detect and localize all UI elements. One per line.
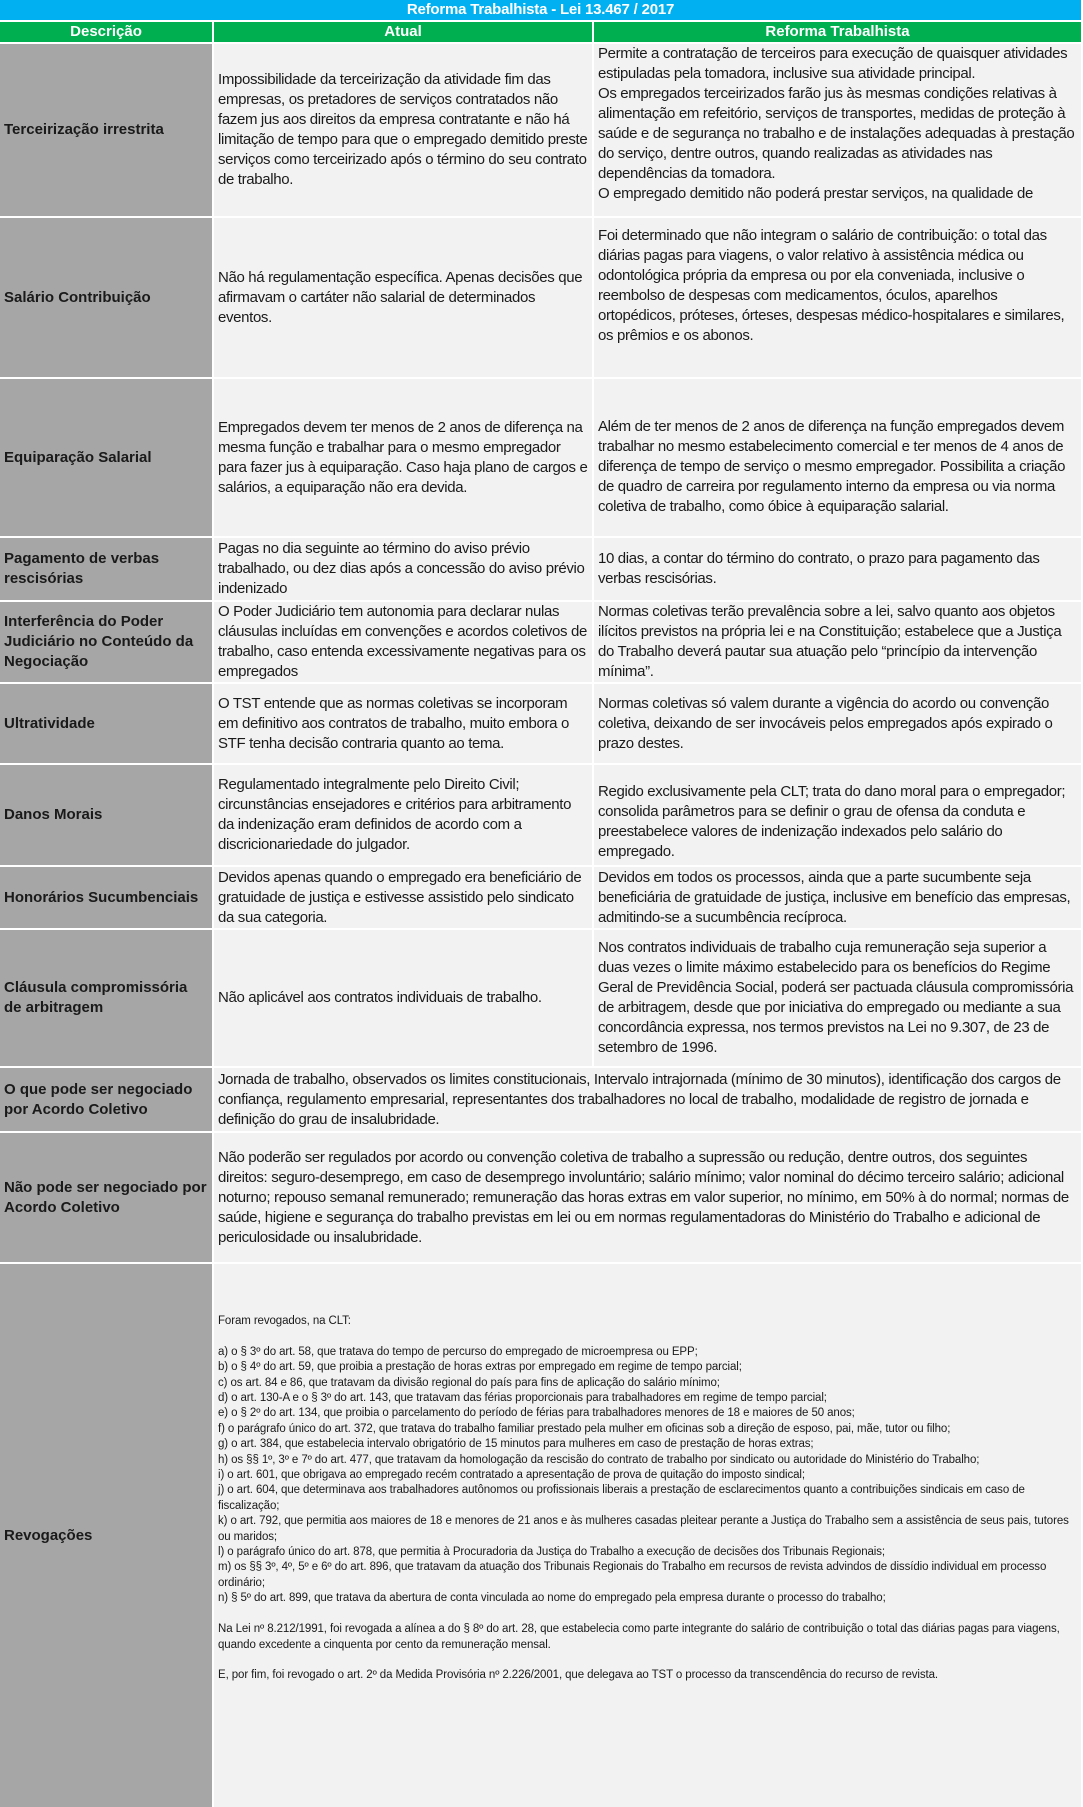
revogacao-lei-8212: Na Lei nº 8.212/1991, foi revogada a alínea a do § 8º do art. 28, que estabelecia como parte integrante do salário de contribuição o total das diárias pagas para viagens, quando excedente a cinquenta por cento da remuneração mensal. [218,1623,1060,1651]
reforma-cell [594,930,1081,1066]
merged-text: Jornada de trabalho, observados os limites constitucionais, Intervalo intrajornada (mínimo de 30 minutos), identificação dos cargos de confiança, regulamento empresarial, representantes dos trabalhadores no local de trabalho, modalidade de registro de jornada e definição do grau de insalubridade. [218,1070,1061,1128]
revogacao-item: b) o § 4º do art. 59, que proibia a prestação de horas extras por empregado em regime de tempo parcial; [218,1361,742,1374]
atual-text: Impossibilidade da terceirização da atividade fim das empresas, os pretadores de serviços contratados não fazem jus aos direitos da empresa contratante e não há limitação de tempo para que o empregado demitido preste serviços como terceirizado após o término do seu contrato de trabalho. [218,71,588,188]
atual-text: O TST entende que as normas coletivas se incorporam em definitivo aos contratos de trabalho, muito embora o STF tenha decisão contraria quanto ao tema. [218,694,569,752]
atual-text: Pagas no dia seguinte ao término do aviso prévio trabalhado, ou dez dias após a concessão do aviso prévio indenizado [218,540,585,597]
atual-cell [214,602,592,682]
reforma-cell [594,867,1081,928]
revogacao-item: m) os §§ 3º, 4º, 5º e 6º do art. 896, que tratavam da atuação dos Tribunais Regionais do Trabalho em recursos de revista advindos de dissídio individual em processo ordinário; [218,1561,1047,1589]
atual-text: Não aplicável aos contratos individuais de trabalho. [218,989,542,1006]
column-header-atual: Atual [214,22,592,42]
reforma-text: Devidos em todos os processos, ainda que a parte sucumbente seja beneficiária de gratuidade de justiça, inclusive em benefício das empresas, admitindo-se a sucumbência recíproca. [598,868,1071,926]
atual-cell [214,218,592,377]
atual-cell [214,379,592,536]
revogacao-item: g) o art. 384, que estabelecia intervalo obrigatório de 15 minutos para mulheres em caso de prestação de horas extras; [218,1438,814,1451]
atual-text: Regulamentado integralmente pelo Direito Civil; circunstâncias ensejadores e critérios para arbitramento da indenização eram definidos de acordo com a discricionariedade do julgador. [218,776,572,853]
atual-cell [214,44,592,216]
row-label: Salário Contribuição [0,218,212,377]
atual-text: Devidos apenas quando o empregado era beneficiário de gratuidade de justiça e estivesse assistido pelo sindicato da sua categoria. [218,868,582,926]
atual-cell [214,538,592,600]
reforma-text-3: O empregado demitido não poderá prestar serviços, na qualidade de [598,185,1034,202]
revogacoes-intro: Foram revogados, na CLT: [218,1315,351,1327]
reforma-cell [594,44,1081,216]
revogacao-item: n) § 5º do art. 899, que tratava da abertura de conta vinculada ao nome do empregado pela empresa durante o processo do trabalho; [218,1592,886,1605]
reforma-cell [594,379,1081,536]
reforma-text: Normas coletivas só valem durante a vigência do acordo ou convenção coletiva, deixando de ser invocáveis pelos empregados após expirado o prazo destes. [598,694,1053,752]
column-header-reforma: Reforma Trabalhista [594,22,1081,42]
reforma-text: Normas coletivas terão prevalência sobre a lei, salvo quanto aos objetos ilícitos previstos na própria lei e na Constituição; estabelece que a Justiça do Trabalho deverá pautar sua atuação pelo “princípio da intervenção mínima”. [598,603,1062,680]
atual-text: Empregados devem ter menos de 2 anos de diferença na mesma função e trabalhar para o mesmo empregador para fazer jus à equiparação. Caso haja plano de cargos e salários, a equiparação não era devida. [218,418,588,496]
revogacao-item: a) o § 3º do art. 58, que tratava do tempo de percurso do empregado de microempresa ou EPP; [218,1345,698,1358]
row-label: Honorários Sucumbenciais [0,867,212,928]
revogacao-item: j) o art. 604, que determinava aos trabalhadores autônomos ou profissionais liberais a prestação de esclarecimentos quanto a contribuições sindicais em caso de fiscalização; [218,1484,1025,1512]
atual-text: O Poder Judiciário tem autonomia para declarar nulas cláusulas incluídas em convenções e acordos coletivos de trabalho, caso entenda excessivamente negativas para os empregados [218,603,587,680]
row-label: Terceirização irrestrita [0,44,212,216]
reforma-text: Foi determinado que não integram o salário de contribuição: o total das diárias pagas para viagens, o valor relativo à assistência médica ou odontológica própria da empresa ou por ela conveniada, inclusive o reembolso de despesas com medicamentos, óculos, aparelhos ortopédicos, próteses, órteses, despesas médico-hospitalares e similares, os prêmios e os abonos. [598,227,1065,344]
reforma-cell [594,765,1081,865]
revogacao-item: h) os §§ 1º, 3º e 7º do art. 477, que tratavam da homologação da rescisão do contrato de trabalho por sindicato ou autoridade do Ministério do Trabalho; [218,1453,980,1466]
row-label: Equiparação Salarial [0,379,212,536]
revogacao-item: k) o art. 792, que permitia aos maiores de 18 e menores de 21 anos e às mulheres casadas pleitear perante a Justiça do Trabalho sem a assistência de seus pais, tutores ou maridos; [218,1515,1069,1543]
atual-cell [214,930,592,1066]
reforma-cell [594,684,1081,763]
atual-text: Não há regulamentação específica. Apenas decisões que afirmavam o cartáter não salarial de determinados eventos. [218,268,583,326]
reforma-cell [594,602,1081,682]
merged-cell [214,1133,1081,1262]
revogacao-item: c) os art. 84 e 86, que tratavam da divisão regional do país para fins de aplicação do salário mínimo; [218,1376,720,1389]
reforma-cell [594,538,1081,600]
revogacao-item: i) o art. 601, que obrigava ao empregado recém contratado a apresentação de prova de quitação do imposto sindical; [218,1469,805,1482]
revogacoes-cell [214,1264,1081,1807]
row-label: Danos Morais [0,765,212,865]
reforma-text: Regido exclusivamente pela CLT; trata do dano moral para o empregador; consolida parâmetros para se definir o grau de ofensa da conduta e preestabelece valores de indenização indexados pelo salário do empregado. [598,783,1066,860]
reforma-text: 10 dias, a contar do término do contrato, o prazo para pagamento das verbas rescisórias. [598,550,1040,587]
reforma-text: Nos contratos individuais de trabalho cuja remuneração seja superior a duas vezes o limite máximo estabelecido para os benefícios do Regime Geral de Previdência Social, poderá ser pactuada cláusula compromissória de arbitragem, desde que por iniciativa do empregado ou mediante a sua concordância expressa, nos termos previstos na Lei no 9.307, de 23 de setembro de 1996. [598,939,1074,1056]
revogacao-item: f) o parágrafo único do art. 372, que tratava do trabalho familiar prestado pela mulher em oficinas sob a direção de esposo, pai, mãe, tutor ou filho; [218,1422,951,1435]
revogacao-item: e) o § 2º do art. 134, que proibia o parcelamento do período de férias para trabalhadores menores de 18 e maiores de 50 anos; [218,1407,855,1420]
merged-cell [214,1068,1081,1131]
row-label: Interferência do Poder Judiciário no Conteúdo da Negociação [0,602,212,682]
atual-cell [214,867,592,928]
reforma-text-2: Os empregados terceirizados farão jus às mesmas condições relativas à alimentação em refeitório, serviços de transportes, medidas de proteção à saúde e de segurança no trabalho e de instalações adequadas à prestação do serviço, dentre outros, quando realizadas as atividades nas dependências da tomadora. [598,85,1075,182]
row-label: Cláusula compromissória de arbitragem [0,930,212,1066]
reforma-text: Além de ter menos de 2 anos de diferença na função empregados devem trabalhar no mesmo estabelecimento comercial e ter menos de 4 anos de diferença de tempo de serviço o mesmo empregador. Possibilita a criação de quadro de carreira por regulamento interno da empresa ou via norma coletiva de trabalho, como óbice à equiparação salarial. [598,417,1066,515]
table-title: Reforma Trabalhista - Lei 13.467 / 2017 [0,0,1081,20]
reforma-cell [594,218,1081,377]
atual-cell [214,765,592,865]
column-header-descricao: Descrição [0,22,212,42]
reforma-text: Permite a contratação de terceiros para execução de quaisquer atividades estipuladas pela tomadora, inclusive sua atividade principal. [598,45,1068,82]
row-label: Ultratividade [0,684,212,763]
revogacao-item: d) o art. 130-A e o § 3º do art. 143, que tratavam das férias proporcionais para trabalhadores em regime de tempo parcial; [218,1392,827,1405]
atual-cell [214,684,592,763]
row-label: O que pode ser negociado por Acordo Coletivo [0,1068,212,1131]
merged-text: Não poderão ser regulados por acordo ou convenção coletiva de trabalho a supressão ou redução, dentre outros, dos seguintes direitos: seguro-desemprego, em caso de desemprego involuntário; salário mínimo; valor nominal do décimo terceiro salário; adicional noturno; repouso semanal remunerado; remuneração das horas extras em valor superior, no mínimo, em 50% à do normal; normas de saúde, higiene e segurança do trabalho previstas em lei ou em normas regulamentadoras do Ministério do Trabalho e adicional de periculosidade ou insalubridade. [218,1148,1069,1246]
row-label: Não pode ser negociado por Acordo Coletivo [0,1133,212,1262]
revogacao-mp: E, por fim, foi revogado o art. 2º da Medida Provisória nº 2.226/2001, que delegava ao TST o processo da transcendência do recurso de revista. [218,1669,938,1682]
row-label: Revogações [0,1264,212,1807]
revogacao-item: l) o parágrafo único do art. 878, que permitia à Procuradoria da Justiça do Trabalho a execução de decisões dos Tribunais Regionais; [218,1546,885,1559]
row-label: Pagamento de verbas rescisórias [0,538,212,600]
